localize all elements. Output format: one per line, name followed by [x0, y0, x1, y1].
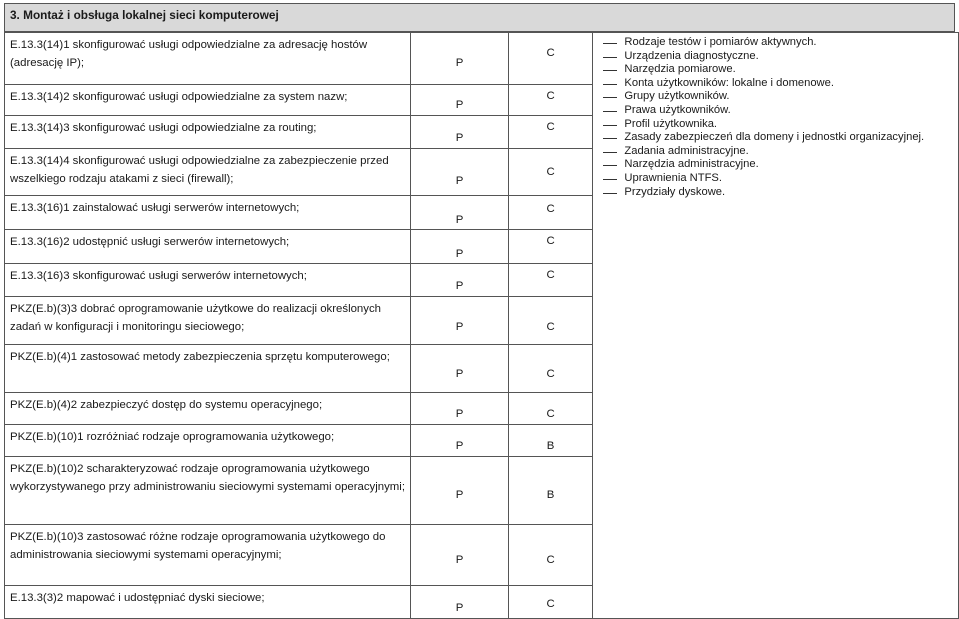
- category-cell: [508, 586, 593, 619]
- level-value: P: [455, 320, 464, 333]
- level-value: P: [455, 56, 464, 69]
- category-cell: [508, 116, 593, 149]
- level-cell: [411, 425, 509, 457]
- learning-outcomes-table: [4, 32, 959, 619]
- topics-cell: [593, 33, 959, 619]
- effect-cell: PKZ(E.b)(10)1 rozróżniać rodzaje oprogramowania użytkowego;: [5, 425, 411, 457]
- effect-cell: PKZ(E.b)(4)2 zabezpieczyć dostęp do systemu operacyjnego;: [5, 393, 411, 425]
- effect-cell: E.13.3(16)1 zainstalować usługi serwerów internetowych;: [5, 196, 411, 230]
- topic-item: Prawa użytkowników.: [593, 104, 958, 118]
- topic-item: Zadania administracyjne.: [593, 145, 958, 159]
- category-value: C: [546, 320, 555, 333]
- topic-item: Uprawnienia NTFS.: [593, 172, 958, 186]
- effect-cell: E.13.3(14)1 skonfigurować usługi odpowiedzialne za adresację hostów (adresację IP);: [5, 33, 411, 85]
- effect-cell: E.13.3(14)3 skonfigurować usługi odpowiedzialne za routing;: [5, 116, 411, 149]
- level-cell: [411, 393, 509, 425]
- category-cell: [508, 297, 593, 345]
- level-value: P: [455, 213, 464, 226]
- effect-cell: PKZ(E.b)(4)1 zastosować metody zabezpieczenia sprzętu komputerowego;: [5, 345, 411, 393]
- category-value: C: [546, 269, 555, 281]
- level-cell: [411, 149, 509, 196]
- topic-item: Przydziały dyskowe.: [593, 186, 958, 200]
- category-cell: [508, 457, 593, 525]
- category-value: B: [546, 439, 555, 452]
- effect-cell: E.13.3(16)2 udostępnić usługi serwerów internetowych;: [5, 230, 411, 264]
- category-cell: [508, 149, 593, 196]
- topic-item: Grupy użytkowników.: [593, 90, 958, 104]
- category-value: C: [546, 235, 555, 247]
- effect-cell: E.13.3(14)2 skonfigurować usługi odpowiedzialne za system nazw;: [5, 85, 411, 116]
- category-value: C: [546, 367, 555, 380]
- topics-list: [593, 33, 958, 199]
- category-value: C: [546, 554, 555, 566]
- category-cell: [508, 425, 593, 457]
- level-value: P: [455, 488, 464, 501]
- category-value: C: [546, 407, 555, 420]
- level-value: P: [455, 280, 464, 292]
- category-value: C: [546, 203, 555, 215]
- level-cell: [411, 457, 509, 525]
- effect-cell: E.13.3(3)2 mapować i udostępniać dyski sieciowe;: [5, 586, 411, 619]
- category-value: C: [546, 90, 555, 102]
- category-cell: [508, 393, 593, 425]
- topic-item: Urządzenia diagnostyczne.: [593, 50, 958, 64]
- effect-cell: PKZ(E.b)(10)2 scharakteryzować rodzaje oprogramowania użytkowego wykorzystywanego przy administrowaniu sieciowymi systemami operacyjnymi;: [5, 457, 411, 525]
- level-value: P: [455, 554, 464, 566]
- level-cell: [411, 345, 509, 393]
- topic-item: Konta użytkowników: lokalne i domenowe.: [593, 77, 958, 91]
- category-value: C: [546, 598, 555, 610]
- effect-cell: E.13.3(14)4 skonfigurować usługi odpowiedzialne za zabezpieczenie przed wszelkiego rodzaju atakami z sieci (firewall);: [5, 149, 411, 196]
- category-cell: [508, 85, 593, 116]
- category-value: C: [546, 121, 555, 133]
- level-value: P: [455, 247, 464, 260]
- category-cell: [508, 33, 593, 85]
- level-cell: [411, 230, 509, 264]
- category-value: B: [546, 488, 555, 501]
- level-value: P: [455, 99, 464, 111]
- level-value: P: [455, 367, 464, 380]
- effect-cell: E.13.3(16)3 skonfigurować usługi serwerów internetowych;: [5, 264, 411, 297]
- category-cell: [508, 345, 593, 393]
- level-cell: [411, 196, 509, 230]
- category-value: C: [546, 166, 555, 178]
- category-cell: [508, 264, 593, 297]
- topic-item: Rodzaje testów i pomiarów aktywnych.: [593, 36, 958, 50]
- topic-item: Profil użytkownika.: [593, 118, 958, 132]
- topic-item: Narzędzia administracyjne.: [593, 158, 958, 172]
- topic-item: Narzędzia pomiarowe.: [593, 63, 958, 77]
- level-cell: [411, 116, 509, 149]
- level-cell: [411, 85, 509, 116]
- category-cell: [508, 196, 593, 230]
- level-cell: [411, 525, 509, 586]
- section-title: 3. Montaż i obsługa lokalnej sieci komputerowej: [4, 3, 955, 32]
- level-value: P: [455, 132, 464, 144]
- table-row: [5, 33, 959, 85]
- effect-cell: PKZ(E.b)(10)3 zastosować różne rodzaje oprogramowania użytkowego do administrowania sieciowymi systemami operacyjnymi;: [5, 525, 411, 586]
- effect-cell: PKZ(E.b)(3)3 dobrać oprogramowanie użytkowe do realizacji określonych zadań w konfiguracji i monitoringu sieciowego;: [5, 297, 411, 345]
- level-value: P: [455, 175, 464, 187]
- level-value: P: [455, 407, 464, 420]
- category-value: C: [546, 47, 555, 59]
- level-value: P: [455, 439, 464, 452]
- level-value: P: [455, 602, 464, 614]
- level-cell: [411, 264, 509, 297]
- level-cell: [411, 33, 509, 85]
- topic-item: Zasady zabezpieczeń dla domeny i jednostki organizacyjnej.: [593, 131, 958, 145]
- level-cell: [411, 586, 509, 619]
- category-cell: [508, 525, 593, 586]
- category-cell: [508, 230, 593, 264]
- level-cell: [411, 297, 509, 345]
